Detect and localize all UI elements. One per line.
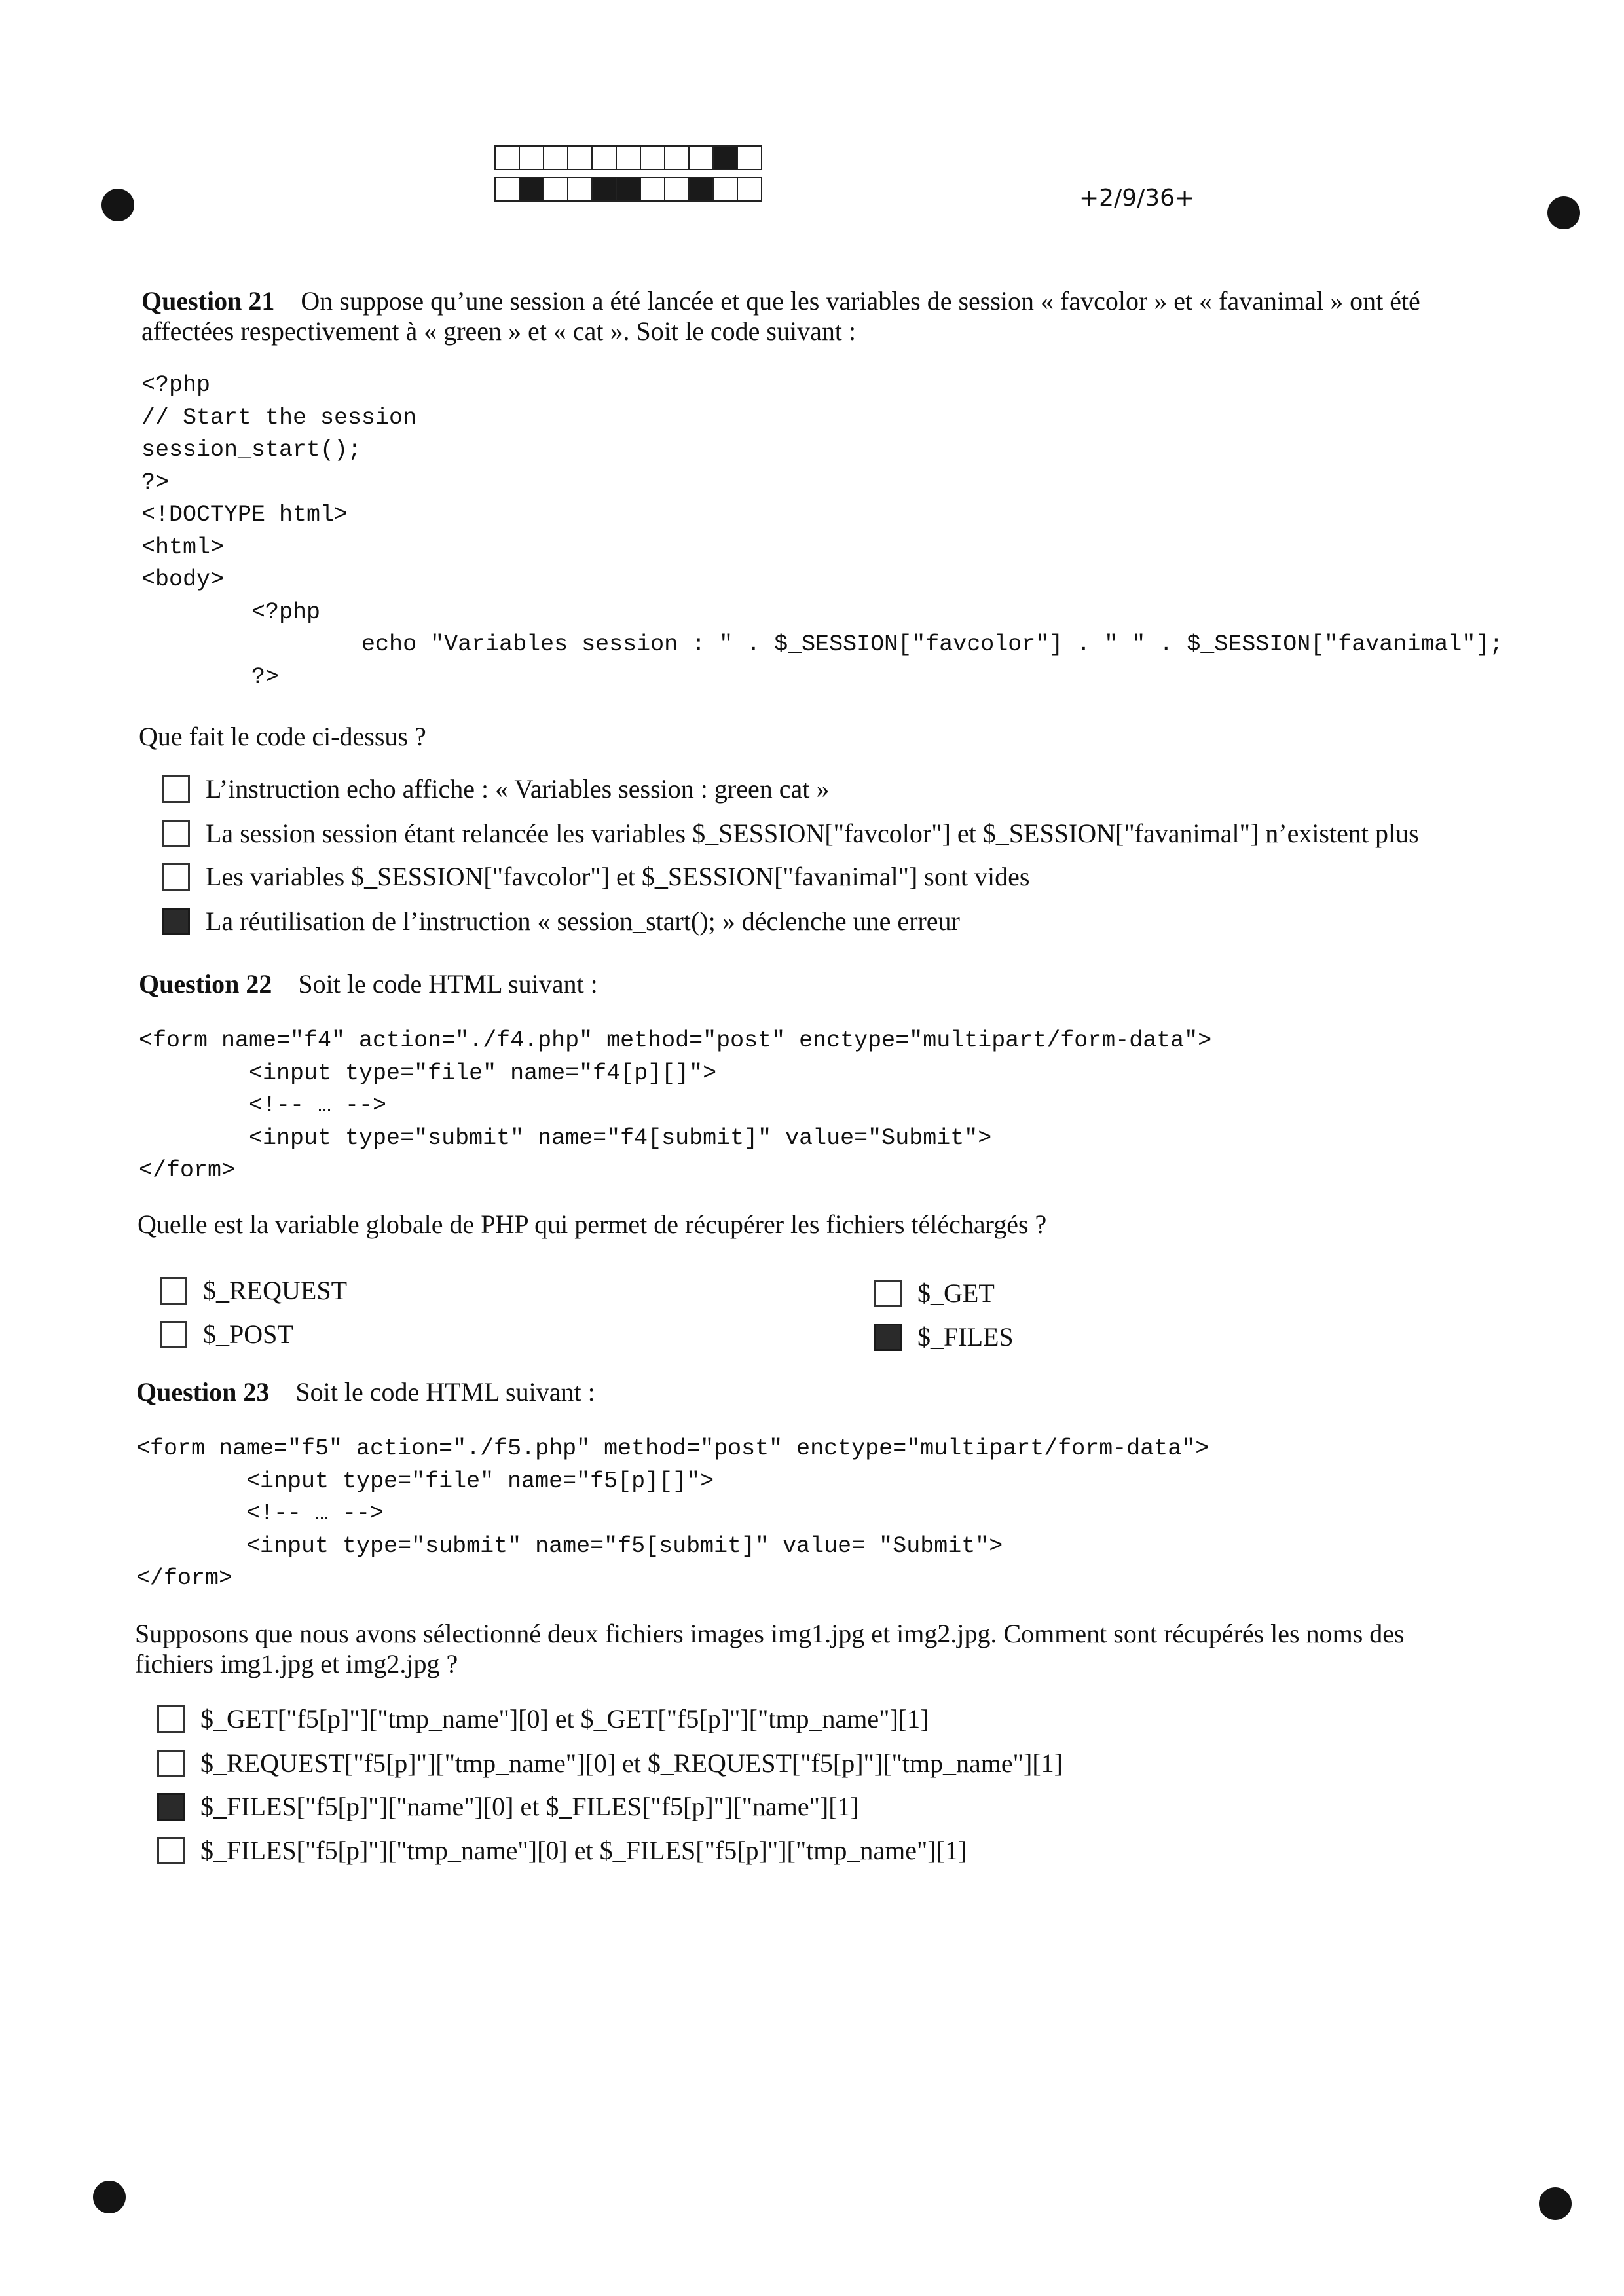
code-line: echo "Variables session : " . $_SESSION["favcolor"] . " " . $_SESSION["favanimal"]; bbox=[141, 631, 1504, 657]
barcode-cell bbox=[616, 177, 641, 202]
barcode-cell bbox=[737, 177, 762, 202]
page-id: +2/9/36+ bbox=[1079, 185, 1195, 212]
checkbox[interactable] bbox=[874, 1280, 902, 1307]
barcode-cell bbox=[688, 177, 714, 202]
question-22-prompt: Quelle est la variable globale de PHP qui permet de récupérer les fichiers téléchargés ? bbox=[138, 1210, 1047, 1239]
checkbox[interactable] bbox=[160, 1277, 187, 1305]
barcode-cell bbox=[543, 177, 568, 202]
code-line: <!-- … --> bbox=[136, 1500, 384, 1527]
question-22-intro: Question 22 Soit le code HTML suivant : bbox=[139, 969, 598, 999]
code-line: <form name="f5" action="./f5.php" method="post" enctype="multipart/form-data"> bbox=[136, 1435, 1209, 1462]
barcode-cell bbox=[567, 145, 593, 170]
code-line: <!DOCTYPE html> bbox=[141, 502, 348, 528]
q21-option-1[interactable]: L’instruction echo affiche : « Variables session : green cat » bbox=[162, 774, 829, 804]
barcode-cell bbox=[712, 177, 738, 202]
barcode-cell bbox=[543, 145, 568, 170]
question-21-code bbox=[141, 369, 1503, 694]
question-label: Question 21 bbox=[141, 286, 275, 316]
barcode-cell bbox=[616, 145, 641, 170]
barcode-cell bbox=[664, 177, 690, 202]
barcode-top-row bbox=[494, 145, 761, 170]
question-23-prompt: Supposons que nous avons sélectionné deux fichiers images img1.jpg et img2.jpg. Comment sont récupérés les noms des bbox=[135, 1619, 1405, 1648]
barcode-cell bbox=[664, 145, 690, 170]
checkbox[interactable] bbox=[157, 1750, 185, 1777]
q23-option-3[interactable]: $_FILES["f5[p]"]["name"][0] et $_FILES["f5[p]"]["name"][1] bbox=[157, 1792, 859, 1822]
code-line: <!-- … --> bbox=[139, 1092, 387, 1119]
barcode-cell bbox=[640, 145, 665, 170]
barcode-cell bbox=[737, 145, 762, 170]
code-line: <input type="file" name="f4[p][]"> bbox=[139, 1060, 717, 1086]
checkbox[interactable] bbox=[874, 1324, 902, 1351]
code-line: <html> bbox=[141, 534, 225, 561]
question-22-code bbox=[139, 1025, 1211, 1187]
q22-option-get[interactable]: $_GET bbox=[874, 1278, 995, 1308]
q22-option-post[interactable]: $_POST bbox=[160, 1320, 293, 1350]
checkbox[interactable] bbox=[162, 820, 190, 847]
checkbox[interactable] bbox=[162, 908, 190, 935]
code-line: </form> bbox=[139, 1157, 236, 1183]
checkbox[interactable] bbox=[157, 1837, 185, 1864]
barcode-cell bbox=[494, 177, 520, 202]
q21-option-3[interactable]: Les variables $_SESSION["favcolor"] et $_SESSION["favanimal"] sont vides bbox=[162, 862, 1029, 892]
code-line: ?> bbox=[141, 663, 280, 690]
code-line: <input type="submit" name="f5[submit]" value= "Submit"> bbox=[136, 1532, 1003, 1559]
code-line: <?php bbox=[141, 372, 211, 398]
checkbox[interactable] bbox=[162, 775, 190, 803]
barcode-bottom-row bbox=[494, 177, 761, 202]
code-line: <input type="submit" name="f4[submit]" value="Submit"> bbox=[139, 1124, 992, 1151]
code-line: // Start the session bbox=[141, 404, 417, 431]
code-line: </form> bbox=[136, 1565, 233, 1591]
barcode-cell bbox=[591, 145, 617, 170]
checkbox[interactable] bbox=[157, 1705, 185, 1733]
registration-mark-bottom-left bbox=[93, 2181, 126, 2213]
question-23-prompt-line2: fichiers img1.jpg et img2.jpg ? bbox=[135, 1649, 458, 1678]
code-line: ?> bbox=[141, 469, 170, 496]
question-label: Question 22 bbox=[139, 969, 272, 999]
code-line: <body> bbox=[141, 566, 225, 593]
code-line: <input type="file" name="f5[p][]"> bbox=[136, 1468, 714, 1494]
barcode-cell bbox=[591, 177, 617, 202]
question-23-code bbox=[136, 1433, 1209, 1595]
barcode-cell bbox=[519, 177, 544, 202]
question-21-intro: Question 21 On suppose qu’une session a été lancée et que les variables de session « favcolor » et « favanimal » ont été bbox=[141, 286, 1420, 316]
barcode-cell bbox=[494, 145, 520, 170]
question-23-intro: Question 23 Soit le code HTML suivant : bbox=[136, 1377, 595, 1407]
registration-mark-top-right bbox=[1547, 196, 1580, 229]
barcode-cell bbox=[519, 145, 544, 170]
checkbox[interactable] bbox=[160, 1321, 187, 1348]
q22-option-request[interactable]: $_REQUEST bbox=[160, 1276, 347, 1306]
q22-option-files[interactable]: $_FILES bbox=[874, 1322, 1014, 1352]
q23-option-4[interactable]: $_FILES["f5[p]"]["tmp_name"][0] et $_FILES["f5[p]"]["tmp_name"][1] bbox=[157, 1836, 967, 1866]
code-line: session_start(); bbox=[141, 437, 362, 463]
question-21-intro-line2: affectées respectivement à « green » et « cat ». Soit le code suivant : bbox=[141, 316, 857, 346]
registration-mark-bottom-right bbox=[1539, 2187, 1572, 2220]
barcode-cell bbox=[640, 177, 665, 202]
q21-option-2[interactable]: La session session étant relancée les variables $_SESSION["favcolor"] et $_SESSION["favanimal"] n’existent plus bbox=[162, 819, 1419, 849]
registration-mark-top-left bbox=[101, 189, 134, 221]
barcode-cell bbox=[712, 145, 738, 170]
barcode-cell bbox=[567, 177, 593, 202]
checkbox[interactable] bbox=[162, 863, 190, 891]
q23-option-1[interactable]: $_GET["f5[p]"]["tmp_name"][0] et $_GET["f5[p]"]["tmp_name"][1] bbox=[157, 1704, 929, 1734]
question-21-prompt: Que fait le code ci-dessus ? bbox=[139, 722, 426, 751]
barcode-cell bbox=[688, 145, 714, 170]
q21-option-4[interactable]: La réutilisation de l’instruction « session_start(); » déclenche une erreur bbox=[162, 906, 960, 936]
checkbox[interactable] bbox=[157, 1793, 185, 1821]
question-label: Question 23 bbox=[136, 1377, 270, 1407]
code-line: <form name="f4" action="./f4.php" method="post" enctype="multipart/form-data"> bbox=[139, 1028, 1212, 1054]
q23-option-2[interactable]: $_REQUEST["f5[p]"]["tmp_name"][0] et $_REQUEST["f5[p]"]["tmp_name"][1] bbox=[157, 1749, 1063, 1779]
code-line: <?php bbox=[141, 599, 321, 625]
